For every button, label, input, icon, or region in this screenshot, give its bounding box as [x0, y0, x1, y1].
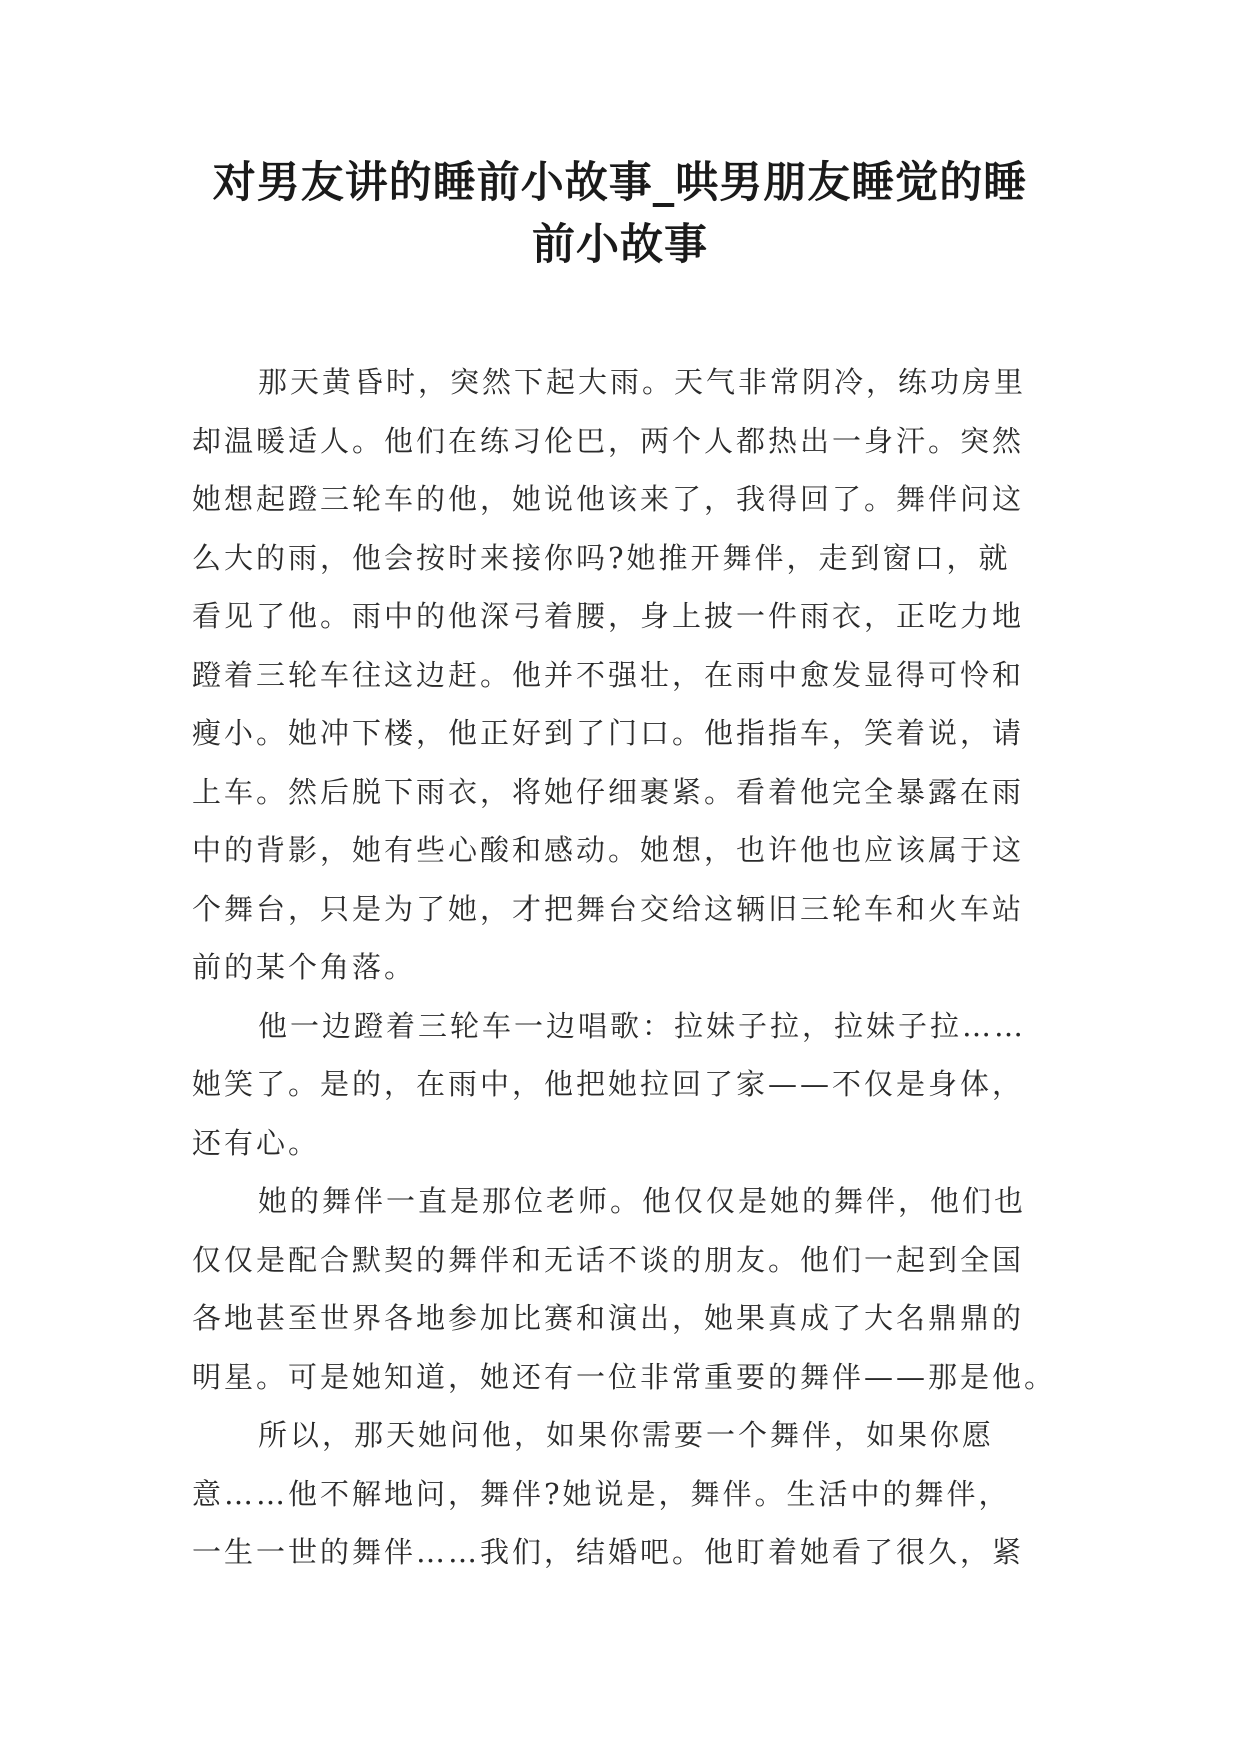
document-title	[150, 152, 1090, 276]
paragraph-3	[192, 1172, 1060, 1406]
title-line: 前小故事	[532, 220, 708, 270]
text-line: 所以，那天她问他，如果你需要一个舞伴，如果你愿	[258, 1418, 995, 1452]
paragraph-1	[192, 353, 1060, 997]
paragraph-4	[192, 1406, 1060, 1582]
text-line: 他一边蹬着三轮车一边唱歌：拉妹子拉，拉妹子拉……	[258, 1008, 1027, 1043]
text-line: 仅仅是配合默契的舞伴和无话不谈的朋友。他们一起到全国	[192, 1242, 1025, 1277]
text-line: 却温暖适人。他们在练习伦巴，两个人都热出一身汗。突然	[192, 423, 1025, 458]
text-line: 那天黄昏时，突然下起大雨。天气非常阴冷，练功房里	[258, 365, 1027, 399]
text-line: 蹬着三轮车往这边赶。他并不强壮，在雨中愈发显得可怜和	[192, 657, 1025, 692]
text-line: 意……他不解地问，舞伴?她说是，舞伴。生活中的舞伴，	[192, 1476, 1011, 1511]
text-line: 么大的雨，他会按时来接你吗?她推开舞伴，走到窗口，就	[192, 540, 1011, 575]
text-line: 各地甚至世界各地参加比赛和演出，她果真成了大名鼎鼎的	[192, 1301, 1025, 1335]
text-line: 还有心。	[192, 1125, 321, 1160]
text-line: 中的背影，她有些心酸和感动。她想，也许他也应该属于这	[192, 833, 1025, 867]
text-line: 她笑了。是的，在雨中，他把她拉回了家——不仅是身体，	[192, 1067, 1025, 1101]
title-line: 对男友讲的睡前小故事_哄男朋友睡觉的睡	[212, 158, 1028, 208]
text-line: 看见了他。雨中的他深弓着腰，身上披一件雨衣，正吃力地	[192, 599, 1025, 633]
text-line: 她想起蹬三轮车的他，她说他该来了，我得回了。舞伴问这	[192, 482, 1025, 516]
text-line: 一生一世的舞伴……我们，结婚吧。他盯着她看了很久，紧	[192, 1535, 1025, 1569]
paragraph-2	[192, 997, 1060, 1173]
text-line: 前的某个角落。	[192, 950, 417, 984]
text-line: 明星。可是她知道，她还有一位非常重要的舞伴——那是他。	[192, 1359, 1057, 1394]
text-line: 个舞台，只是为了她，才把舞台交给这辆旧三轮车和火车站	[192, 891, 1025, 926]
text-line: 瘦小。她冲下楼，他正好到了门口。他指指车，笑着说，请	[192, 716, 1025, 750]
text-line: 她的舞伴一直是那位老师。他仅仅是她的舞伴，他们也	[258, 1184, 1027, 1218]
text-line: 上车。然后脱下雨衣，将她仔细裹紧。看着他完全暴露在雨	[192, 774, 1025, 809]
document-body	[192, 353, 1060, 1582]
